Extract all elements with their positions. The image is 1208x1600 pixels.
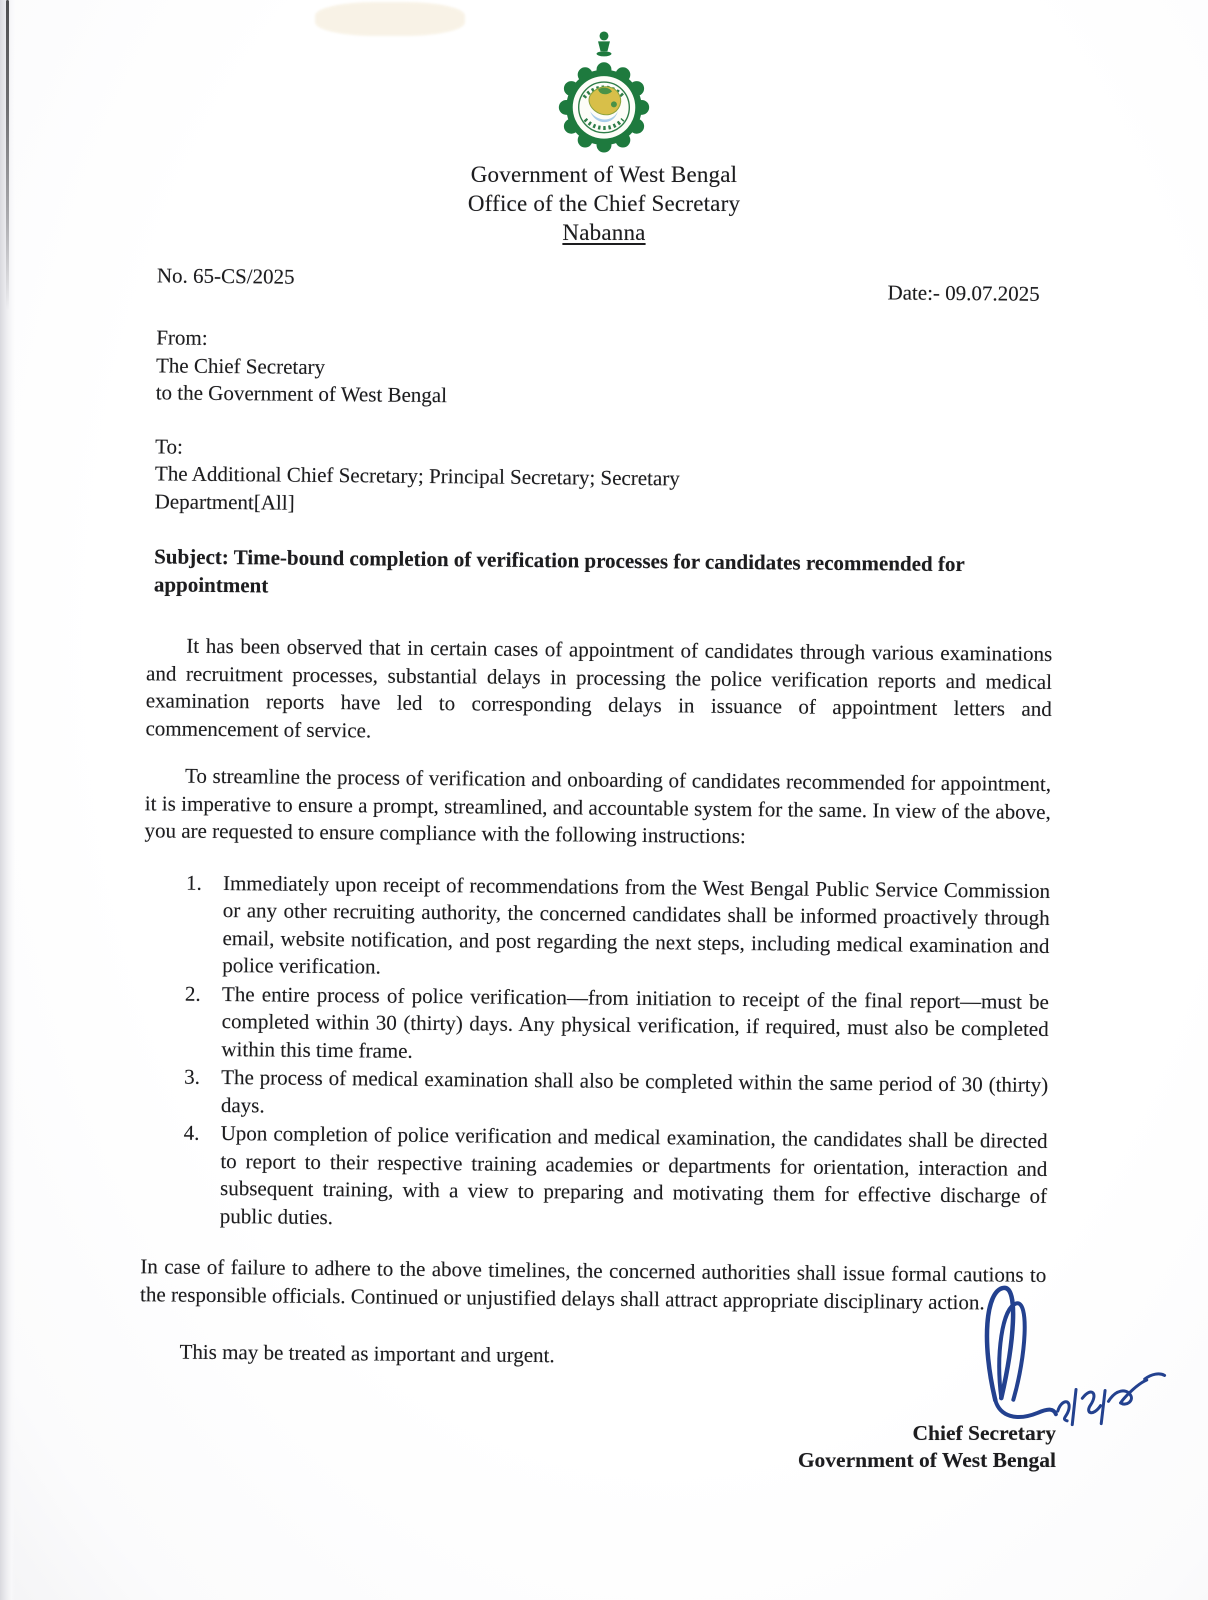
ref-number: No. 65-CS/2025 [156, 263, 295, 289]
from-line-2: to the Government of West Bengal [155, 380, 448, 408]
instruction-text: The entire process of police verification—from initiation to receipt of the final report—must be completed within 30 (thirty) days. Any physical verification, if required, must also be completed within this time frame. [221, 981, 1050, 1063]
to-line-2: Department[All] [154, 488, 295, 515]
to-line-1: The Additional Chief Secretary; Principal Secretary; Secretary [154, 461, 680, 491]
instructions-list [141, 869, 1050, 1238]
letterhead [0, 26, 1208, 247]
instruction-text: Upon completion of police verification and medical examination, the candidates shall be directed to report to their respective training academies or departments for orientation, interaction and subsequent training, with a view to preparing and motivating them for effective discharge of public duties. [219, 1121, 1048, 1229]
meta-row [157, 263, 1040, 306]
instruction-number: 1. [185, 870, 202, 895]
west-bengal-emblem-icon [554, 26, 654, 160]
place-name: Nabanna [562, 220, 646, 245]
closing-paragraph: In case of failure to adhere to the above timelines, the concerned authorities shall issue formal cautions to the responsible officials. Continued or unjustified delays shall attract appropriate disciplinary action. [139, 1254, 1047, 1314]
from-label: From: [156, 325, 208, 350]
paragraph-1: It has been observed that in certain cases of appointment of candidates through various examinations and recruitment processes, substantial delays in processing the police verification reports and medical examination reports have led to corresponding delays in issuance of appointment letters and commencement of service. [145, 633, 1053, 742]
to-label: To: [155, 433, 184, 459]
instruction-item-1 [185, 869, 1050, 987]
scan-smudge [315, 2, 465, 36]
emblem-wrap [0, 26, 1208, 160]
instruction-item-3 [184, 1064, 1048, 1127]
instruction-number: 4. [183, 1120, 200, 1145]
to-block [155, 433, 1207, 526]
final-note: This may be treated as important and urgent. [179, 1339, 555, 1368]
instruction-item-2 [184, 980, 1049, 1071]
signatory-org: Government of West Bengal [797, 1448, 1056, 1472]
instruction-text: The process of medical examination shall also be completed within the same period of 30 (thirty) days. [220, 1065, 1049, 1117]
instruction-text: Immediately upon receipt of recommendations from the West Bengal Public Service Commission or any other recruiting authority, the concerned candidates shall be informed proactively through email, website notification, and post regarding the next steps, including medical examination and police verification. [222, 870, 1051, 979]
instruction-item-4 [183, 1120, 1048, 1238]
letter-date: Date:- 09.07.2025 [887, 280, 1040, 306]
from-block [156, 324, 1208, 417]
signatory-title: Chief Secretary [912, 1421, 1056, 1445]
instruction-number: 2. [184, 981, 201, 1006]
subject-line: Subject: Time-bound completion of verification processes for candidates recommended for appointment [153, 544, 965, 598]
signature-ink-icon [945, 1274, 1176, 1447]
body-block [139, 632, 1052, 1374]
from-line-1: The Chief Secretary [155, 352, 326, 379]
office-name: Office of the Chief Secretary [467, 191, 741, 216]
letter-content [0, 262, 1208, 1376]
org-name: Government of West Bengal [470, 162, 738, 187]
instruction-number: 3. [184, 1064, 201, 1089]
paragraph-2: To streamline the process of verification and onboarding of candidates recommended for appointment, it is imperative to ensure a prompt, streamlined, and accountable system for the same. In view of the above, you are requested to ensure compliance with the following instructions: [144, 763, 1052, 849]
